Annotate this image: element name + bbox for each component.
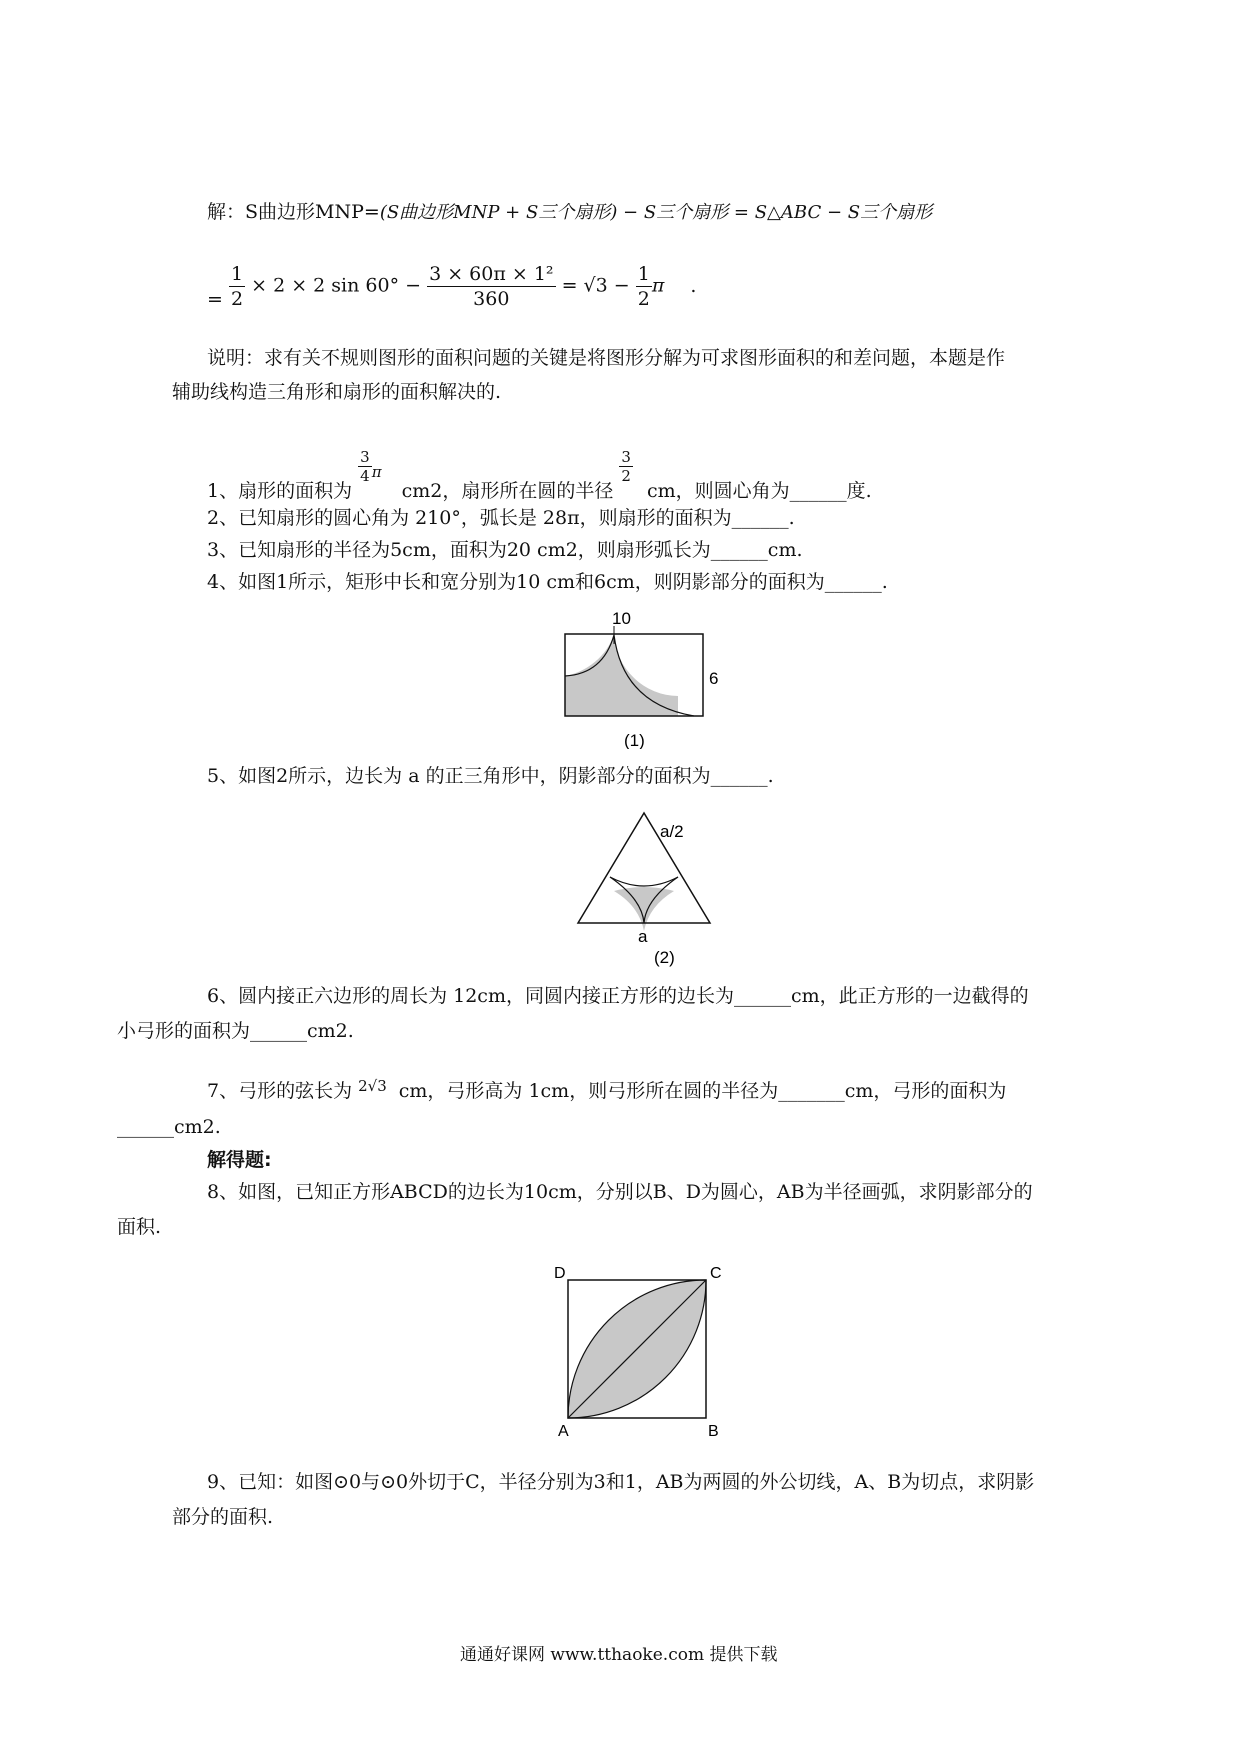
figure-3-label-c: C — [710, 1265, 722, 1282]
question-2: 2、已知扇形的圆心角为 210°，弧长是 28π，则扇形的面积为______. — [207, 507, 795, 529]
solution-formula: (S曲边形MNP + S三个扇形) − S三个扇形 = S△ABC − S三个扇形 — [379, 202, 933, 223]
figure-2-side-label: a/2 — [660, 822, 684, 841]
q7-suffix: cm，弓形高为 1cm，则弓形所在圆的半径为_______cm，弓形的面积为 — [398, 1080, 1007, 1102]
question-5: 5、如图2所示，边长为 a 的正三角形中，阴影部分的面积为______. — [207, 765, 774, 787]
pi-symbol: π — [651, 274, 665, 297]
question-3: 3、已知扇形的半径为5cm，面积为20 cm2，则扇形弧长为______cm. — [207, 539, 803, 561]
q1-pi: π — [371, 463, 382, 481]
q7-prefix: 7、弓形的弦长为 — [207, 1080, 353, 1102]
figure-1-top-label: 10 — [612, 609, 631, 628]
fraction-half-2: $\frac{1}{2}$ — [637, 263, 650, 310]
figure-1-side-label: 6 — [709, 669, 719, 688]
question-8-line1: 8、如图，已知正方形ABCD的边长为10cm，分别以B、D为圆心，AB为半径画弧，求阴影部分的 — [207, 1181, 1033, 1203]
question-1 — [207, 448, 872, 503]
equals-sign: = — [207, 288, 223, 311]
figure-1-caption: (1) — [624, 731, 645, 749]
fraction-sector: $\frac{\text{3 × 60π × 1²}}{360}$ — [429, 263, 554, 310]
figure-1-shaded-region — [565, 635, 678, 716]
computation-mid1: × 2 × 2 sin 60° − — [251, 274, 422, 297]
figure-3-square — [550, 1262, 740, 1440]
figure-2-caption: (2) — [654, 948, 675, 967]
figure-3-label-d: D — [554, 1265, 566, 1282]
figure-3-label-a: A — [558, 1423, 569, 1440]
note-line1: 说明：求有关不规则图形的面积问题的关键是将图形分解为可求图形面积的和差问题，本题是作 — [207, 347, 1006, 369]
figure-2-triangle — [570, 805, 720, 970]
question-6-line1: 6、圆内接正六边形的周长为 12cm，同圆内接正方形的边长为______cm，此正方形的一边截得的 — [207, 985, 1029, 1007]
q1-fraction-area: $\frac{3}{4}$ — [360, 448, 370, 485]
period: . — [690, 274, 697, 297]
question-6-line2: 小弓形的面积为______cm2. — [117, 1020, 354, 1042]
figure-3-label-b: B — [708, 1423, 719, 1440]
solution-intro-line — [207, 200, 932, 225]
solution-intro: 解：S曲边形MNP= — [207, 201, 380, 223]
question-9-line1: 9、已知：如图⊙0与⊙0外切于C，半径分别为3和1，AB为两圆的外公切线，A、B为切点，求阴影 — [207, 1471, 1035, 1493]
fraction-half: $\frac{1}{2}$ — [230, 263, 244, 310]
q1-suffix: cm，则圆心角为______度. — [646, 480, 872, 502]
q1-mid: cm2，扇形所在圆的半径 — [401, 480, 614, 502]
question-4: 4、如图1所示，矩形中长和宽分别为10 cm和6cm，则阴影部分的面积为______. — [207, 571, 888, 593]
computation-mid2: = √3 − — [561, 274, 630, 297]
question-7-line2: ______cm2. — [117, 1116, 221, 1138]
figure-2-shaded-region — [614, 887, 674, 931]
q1-prefix: 1、扇形的面积为 — [207, 480, 353, 502]
figure-2-bottom-label: a — [638, 927, 648, 946]
section-heading: 解得题: — [207, 1149, 272, 1171]
question-8-line2: 面积. — [117, 1216, 162, 1238]
figure-1-rectangle — [548, 604, 728, 749]
note-line2: 辅助线构造三角形和扇形的面积解决的. — [172, 381, 502, 403]
question-7-line1 — [207, 1074, 1006, 1103]
solution-computation — [207, 262, 696, 312]
question-9-line2: 部分的面积. — [172, 1506, 274, 1528]
q1-fraction-radius: $\frac{3}{2}$ — [621, 448, 631, 485]
q7-radical: 2√3 — [358, 1077, 387, 1095]
page-footer: 通通好课网 www.tthaoke.com 提供下载 — [460, 1645, 778, 1665]
